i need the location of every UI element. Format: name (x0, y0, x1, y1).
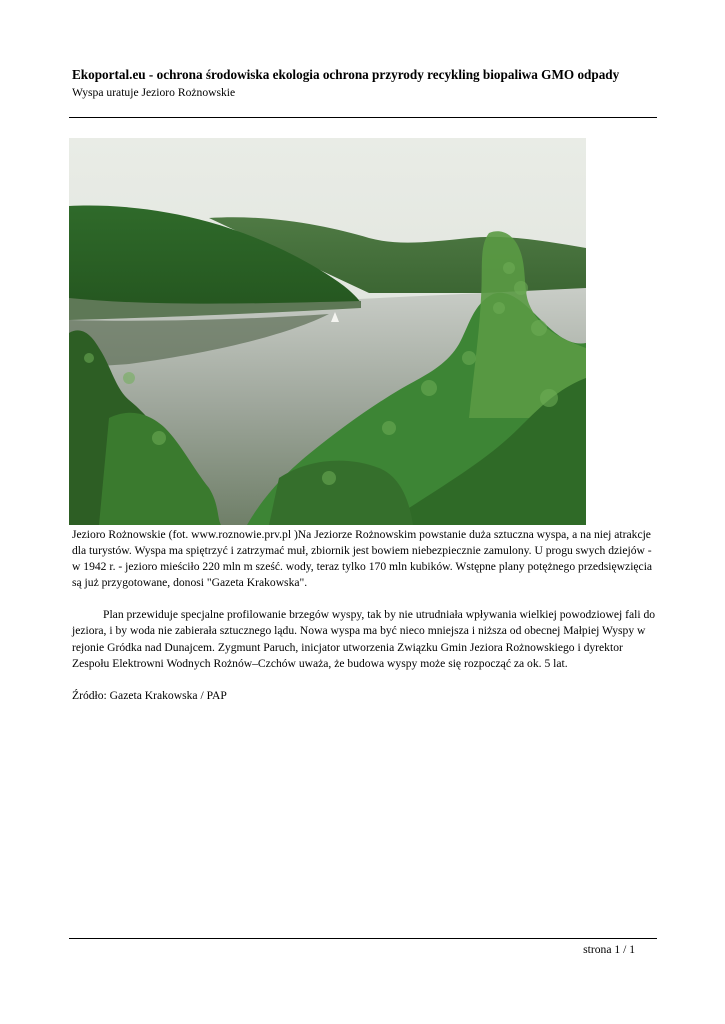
article-title: Wyspa uratuje Jezioro Rożnowskie (72, 86, 236, 99)
article-paragraph-2: Plan przewiduje specjalne profilowanie brzegów wyspy, tak by nie utrudniała wpływania wielkiej powodziowej fali do jeziora, i by woda nie zabierała sztucznego lądu. Nowa wyspa ma być nieco mniejsza i niższa od obecnej Małpiej Wyspy w rejonie Gródka nad Dunajcem. Zygmunt Paruch, inicjator utworzenia Związku Gmin Jeziora Rożnowskiego i dyrektor Zespołu Elektrowni Wodnych Rożnów–Czchów uważa, że budowa wyspy może się rozpocząć za ok. 5 lat. (72, 608, 656, 670)
lake-landscape-image (69, 138, 586, 525)
site-title: Ekoportal.eu - ochrona środowiska ekologia ochrona przyrody recykling biopaliwa GMO odpady (72, 67, 620, 82)
article-body (72, 527, 660, 704)
page-header (72, 66, 662, 100)
page-number: strona 1 / 1 (583, 943, 635, 956)
article-paragraph-1: Jezioro Rożnowskie (fot. www.roznowie.prv.pl )Na Jeziorze Rożnowskim powstanie duża sztuczna wyspa, a na niej atrakcje dla turystów. Wyspa ma spiętrzyć i zatrzymać muł, zbiornik jest bowiem niebezpiecznie zamulony. U progu swych dziejów - w 1942 r. - jezioro mieściło 220 mln m sześć. wody, teraz tylko 170 mln kubików. Wstępne plany potężnego przedsięwzięcia są już przygotowane, donosi "Gazeta Krakowska". (72, 528, 653, 590)
header-divider (69, 117, 657, 118)
article-source: Źródło: Gazeta Krakowska / PAP (72, 688, 227, 702)
footer-divider (69, 938, 657, 939)
lake-landscape-photo (69, 138, 586, 525)
